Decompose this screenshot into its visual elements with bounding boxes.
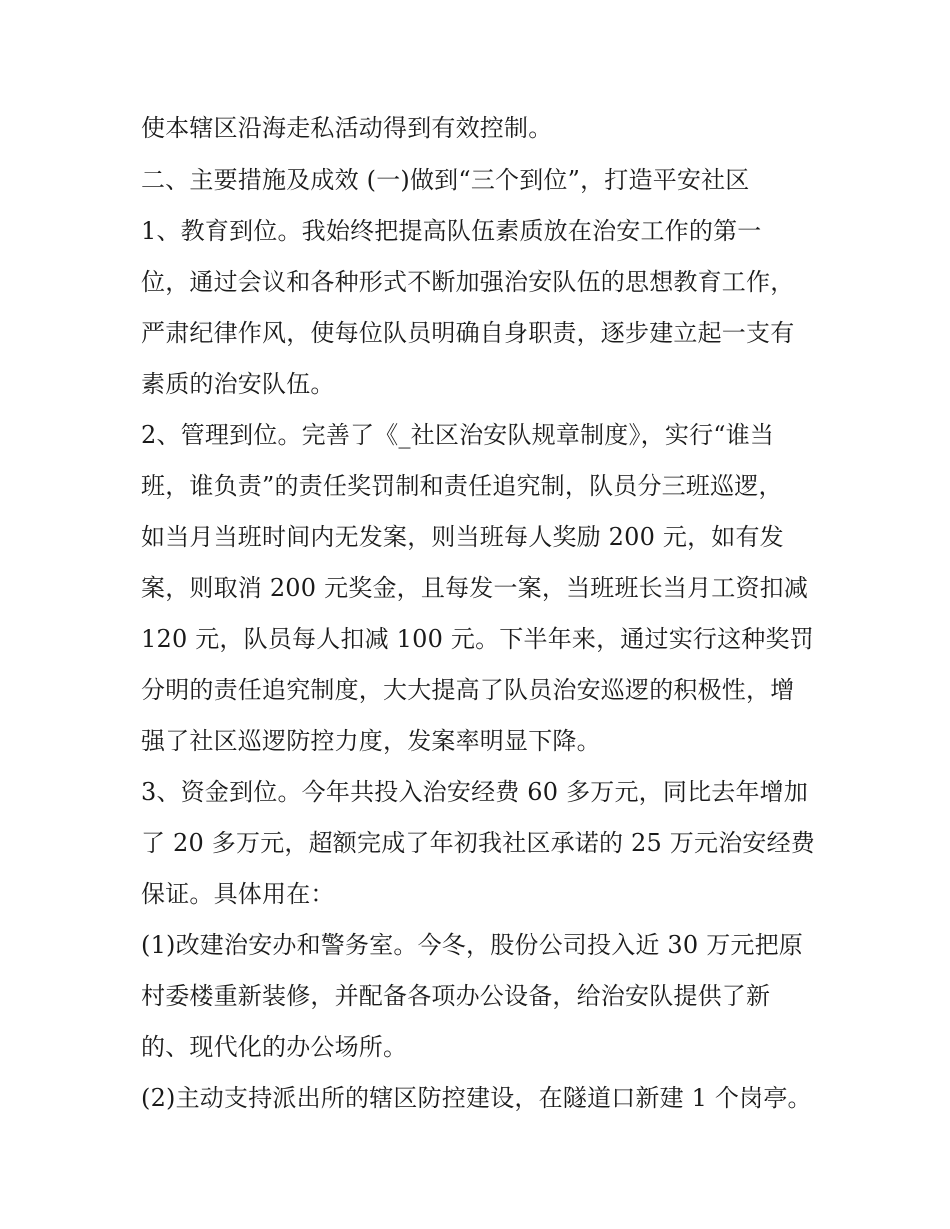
section-heading: 二、主要措施及成效 (一)做到“三个到位”，打造平安社区: [141, 166, 750, 194]
text-line: 120 元，队员每人扣减 100 元。下半年来，通过实行这种奖罚: [141, 625, 814, 653]
text-line: 如当月当班时间内无发案，则当班每人奖励 200 元，如有发: [141, 523, 784, 551]
text-line: 使本辖区沿海走私活动得到有效控制。: [141, 114, 553, 142]
text-line: 严肃纪律作风，使每位队员明确自身职责，逐步建立起一支有: [141, 319, 795, 347]
text-line: 2、管理到位。完善了《_社区治安队规章制度》，实行“谁当: [141, 421, 775, 449]
text-line: 位，通过会议和各种形式不断加强治安队伍的思想教育工作，: [141, 268, 795, 296]
text-line: 3、资金到位。今年共投入治安经费 60 多万元，同比去年增加: [141, 778, 809, 806]
text-line: 了 20 多万元，超额完成了年初我社区承诺的 25 万元治安经费: [141, 829, 815, 857]
text-line: 强了社区巡逻防控力度，发案率明显下降。: [141, 727, 601, 755]
text-line: 分明的责任追究制度，大大提高了队员治安巡逻的积极性，增: [141, 676, 795, 704]
text-line: 的、现代化的办公场所。: [141, 1033, 408, 1061]
text-line: 案，则取消 200 元奖金，且每发一案，当班班长当月工资扣减: [141, 574, 809, 602]
text-line: 素质的治安队伍。: [141, 370, 335, 398]
text-line: 村委楼重新装修，并配备各项办公设备，给治安队提供了新: [141, 982, 771, 1010]
text-line: 1、教育到位。我始终把提高队伍素质放在治安工作的第一: [141, 217, 762, 245]
text-line: (2)主动支持派出所的辖区防控建设，在隧道口新建 1 个岗亭。: [141, 1084, 812, 1112]
text-line: 保证。具体用在：: [141, 880, 335, 908]
text-line: 班，谁负责”的责任奖罚制和责任追究制，队员分三班巡逻，: [141, 472, 783, 500]
text-line: (1)改建治安办和警务室。今冬，股份公司投入近 30 万元把原: [141, 931, 803, 959]
